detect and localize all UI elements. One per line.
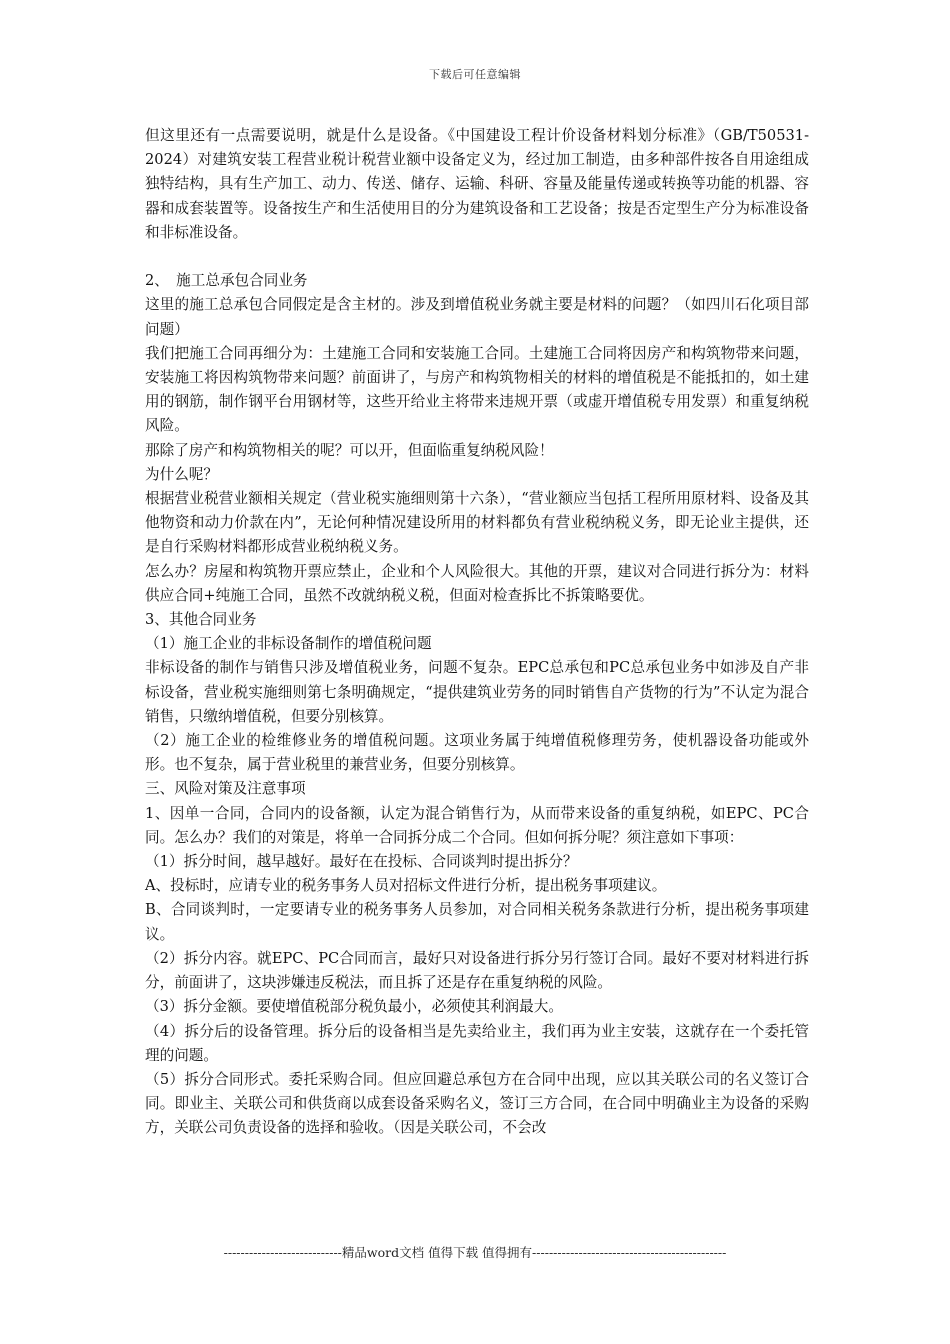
- page-header-note: 下载后可任意编辑: [429, 68, 521, 81]
- blank-line: [145, 245, 809, 269]
- paragraph: （5）拆分合同形式。委托采购合同。但应回避总承包方在合同中出现，应以其关联公司的名义签订合同。即业主、关联公司和供货商以成套设备采购名义，签订三方合同，在合同中明确业主为设备的采购方，关联公司负责设备的选择和验收。（因是关联公司，不会改: [145, 1070, 809, 1137]
- paragraph: 怎么办？房屋和构筑物开票应禁止，企业和个人风险很大。其他的开票，建议对合同进行拆分为：材料供应合同+纯施工合同，虽然不改就纳税义税，但面对检查拆比不拆策略要优。: [145, 562, 809, 604]
- paragraph: （4）拆分后的设备管理。拆分后的设备相当是先卖给业主，我们再为业主安装，这就存在一个委托管理的问题。: [145, 1022, 809, 1064]
- paragraph: B、合同谈判时，一定要请专业的税务事务人员参加，对合同相关税务条款进行分析，提出税务事项建议。: [145, 901, 809, 943]
- section-heading: 三、风险对策及注意事项: [145, 780, 306, 798]
- paragraph: A、投标时，应请专业的税务事务人员对招标文件进行分析，提出税务事项建议。: [145, 877, 667, 895]
- paragraph: 这里的施工总承包合同假定是含主材的。涉及到增值税业务就主要是材料的问题？（如四川石化项目部问题）: [145, 296, 809, 338]
- paragraph: 我们把施工合同再细分为：土建施工合同和安装施工合同。土建施工合同将因房产和构筑物带来问题，安装施工将因构筑物带来问题？前面讲了，与房产和构筑物相关的材料的增值税是不能抵扣的，如土建用的钢筋，制作钢平台用钢材等，这些开给业主将带来违规开票（或虚开增值税专用发票）和重复纳税风险。: [145, 344, 809, 435]
- paragraph: 但这里还有一点需要说明，就是什么是设备。《中国建设工程计价设备材料划分标准》（GB/T50531-2024）对建筑安装工程营业税计税营业额中设备定义为，经过加工制造，由多种部件按各自用途组成独特结构，具有生产加工、动力、传送、储存、运输、科研、容量及能量传递或转换等功能的机器、容器和成套装置等。设备按生产和生活使用目的分为建筑设备和工艺设备；按是否定型生产分为标准设备和非标准设备。: [145, 127, 809, 241]
- page-footer: ----------------------------精品word文档 值得下载 值得拥有----------------------------------------------: [223, 1245, 727, 1260]
- paragraph: 那除了房产和构筑物相关的呢？可以开，但面临重复纳税风险！: [145, 441, 554, 459]
- paragraph: 为什么呢？: [145, 465, 218, 483]
- paragraph: （3）拆分金额。要使增值税部分税负最小，必须使其利润最大。: [145, 998, 563, 1016]
- document-body: [145, 124, 809, 1141]
- section-heading: 3、其他合同业务: [145, 611, 257, 629]
- section-heading: 2、 施工总承包合同业务: [145, 272, 308, 290]
- paragraph: （2）拆分内容。就EPC、PC合同而言，最好只对设备进行拆分另行签订合同。最好不要对材料进行拆分，前面讲了，这块涉嫌违反税法，而且拆了还是存在重复纳税的风险。: [145, 949, 809, 992]
- paragraph: （2）施工企业的检维修业务的增值税问题。这项业务属于纯增值税修理劳务，使机器设备功能或外形。也不复杂，属于营业税里的兼营业务，但要分别核算。: [145, 732, 809, 774]
- paragraph: 非标设备的制作与销售只涉及增值税业务，问题不复杂。EPC总承包和PC总承包业务中如涉及自产非标设备，营业税实施细则第七条明确规定，“提供建筑业劳务的同时销售自产货物的行为”不认定为混合销售，只缴纳增值税，但要分别核算。: [145, 659, 809, 725]
- paragraph: 1、因单一合同，合同内的设备额，认定为混合销售行为，从而带来设备的重复纳税，如EPC、PC合同。怎么办？我们的对策是，将单一合同拆分成二个合同。但如何拆分呢？须注意如下事项：: [145, 804, 809, 846]
- paragraph: （1）拆分时间，越早越好。最好在在投标、合同谈判时提出拆分？: [145, 853, 578, 871]
- paragraph: 根据营业税营业额相关规定（营业税实施细则第十六条），“营业额应当包括工程所用原材料、设备及其他物资和动力价款在内”，无论何种情况建设所用的材料都负有营业税纳税义务，即无论业主提供，还是自行采购材料都形成营业税纳税义务。: [145, 490, 809, 556]
- subsection-heading: （1）施工企业的非标设备制作的增值税问题: [145, 635, 432, 653]
